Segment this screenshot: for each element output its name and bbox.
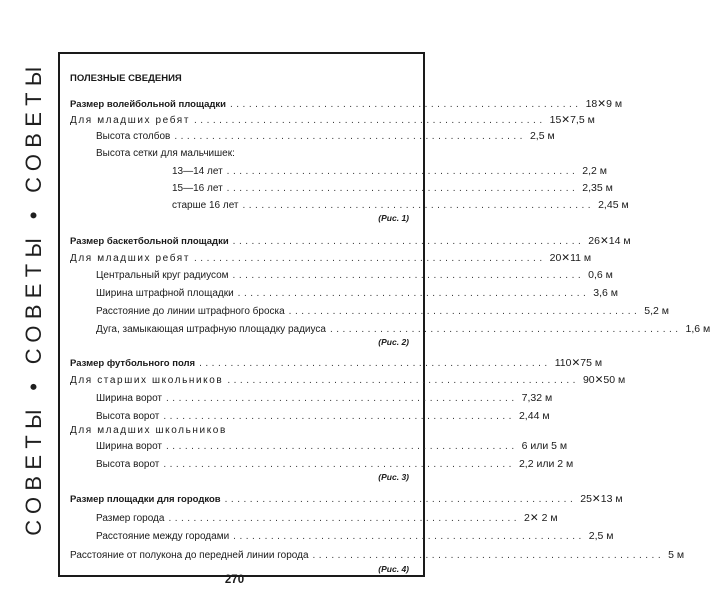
volleyball-young-row bbox=[70, 114, 595, 126]
gorodki-item-row bbox=[96, 512, 558, 524]
figure-ref-3: (Рис. 3) bbox=[378, 472, 409, 482]
football-senior-label: Для старших школьников bbox=[70, 375, 224, 386]
volleyball-title-row bbox=[70, 98, 623, 110]
leader-dots: ........................................................ bbox=[163, 459, 515, 470]
leader-dots: ........................................................ bbox=[163, 411, 515, 422]
leader-dots: ........................................................ bbox=[230, 99, 582, 110]
football-item-value: 6 или 5 м bbox=[521, 440, 568, 452]
football-item-label: Ширина ворот bbox=[96, 393, 163, 404]
age-label: 13—14 лет bbox=[172, 166, 223, 177]
gorodki-size: 25✕13 м bbox=[580, 493, 623, 505]
basketball-item-label: Расстояние до линии штрафного броска bbox=[96, 306, 285, 317]
volleyball-age-row bbox=[172, 165, 607, 177]
basketball-item-value: 1,6 м bbox=[685, 323, 710, 335]
football-item-label: Высота ворот bbox=[96, 459, 160, 470]
age-value: 2,35 м bbox=[582, 182, 613, 194]
leader-dots: ........................................................ bbox=[194, 115, 546, 126]
basketball-item-label: Дуга, замыкающая штрафную площадку радиуса bbox=[96, 324, 326, 335]
leader-dots: ........................................................ bbox=[288, 306, 641, 317]
volleyball-post-value: 2,5 м bbox=[529, 130, 555, 142]
leader-dots: ........................................................ bbox=[166, 393, 518, 404]
gorodki-item-row bbox=[96, 530, 614, 542]
age-label: старше 16 лет bbox=[172, 200, 239, 211]
football-item-value: 7,32 м bbox=[521, 392, 553, 404]
leader-dots: ........................................................ bbox=[237, 288, 590, 299]
football-item-value: 2,2 или 2 м bbox=[518, 458, 574, 470]
gorodki-item-value: 2✕ 2 м bbox=[524, 512, 558, 524]
gorodki-item-label: Размер города bbox=[96, 513, 165, 524]
basketball-size: 26✕14 м bbox=[588, 235, 631, 247]
football-item-label: Высота ворот bbox=[96, 411, 160, 422]
age-value: 2,2 м bbox=[582, 165, 607, 177]
leader-dots: ........................................................ bbox=[166, 441, 518, 452]
leader-dots: ........................................................ bbox=[224, 494, 577, 505]
leader-dots: ........................................................ bbox=[226, 183, 579, 194]
volleyball-net-heading: Высота сетки для мальчишек: bbox=[96, 148, 235, 159]
figure-ref-1: (Рис. 1) bbox=[378, 213, 409, 223]
football-junior-item-row bbox=[96, 440, 568, 452]
football-senior-item-row bbox=[96, 392, 553, 404]
gorodki-last-label: Расстояние от полукона до передней линии города bbox=[70, 550, 309, 561]
leader-dots: ........................................................ bbox=[174, 131, 526, 142]
volleyball-size: 18✕9 м bbox=[585, 98, 623, 110]
football-item-label: Ширина ворот bbox=[96, 441, 163, 452]
football-title-row bbox=[70, 357, 603, 369]
volleyball-young-size: 15✕7,5 м bbox=[549, 114, 595, 126]
gorodki-last-row bbox=[70, 549, 685, 561]
leader-dots: ........................................................ bbox=[233, 531, 585, 542]
volleyball-post-label: Высота столбов bbox=[96, 131, 171, 142]
football-junior-item-row bbox=[96, 458, 574, 470]
basketball-item-label: Ширина штрафной площадки bbox=[96, 288, 234, 299]
gorodki-last-value: 5 м bbox=[668, 549, 685, 561]
age-value: 2,45 м bbox=[598, 199, 629, 211]
leader-dots: ........................................................ bbox=[329, 324, 682, 335]
gorodki-title: Размер площадки для городков bbox=[70, 494, 221, 505]
football-senior-size: 90✕50 м bbox=[582, 374, 626, 386]
volleyball-post-row bbox=[96, 130, 555, 142]
football-senior-item-row bbox=[96, 410, 550, 422]
football-item-value: 2,44 м bbox=[518, 410, 550, 422]
basketball-title: Размер баскетбольной площадки bbox=[70, 236, 229, 247]
gorodki-item-label: Расстояние между городами bbox=[96, 531, 230, 542]
football-title: Размер футбольного поля bbox=[70, 358, 196, 369]
leader-dots: ........................................................ bbox=[232, 270, 585, 281]
basketball-item-row bbox=[96, 287, 618, 299]
page-heading: ПОЛЕЗНЫЕ СВЕДЕНИЯ bbox=[70, 73, 182, 84]
football-senior-row bbox=[70, 374, 626, 386]
basketball-item-row bbox=[96, 305, 669, 317]
side-banner-text: СОВЕТЫ • СОВЕТЫ • СОВЕТЫ bbox=[21, 60, 46, 536]
basketball-item-value: 0,6 м bbox=[588, 269, 613, 281]
figure-ref-2: (Рис. 2) bbox=[378, 337, 409, 347]
basketball-young-row bbox=[70, 252, 592, 264]
leader-dots: ........................................................ bbox=[194, 253, 546, 264]
basketball-item-row bbox=[96, 323, 710, 335]
side-banner bbox=[20, 44, 48, 552]
leader-dots: ........................................................ bbox=[312, 550, 665, 561]
figure-ref-4: (Рис. 4) bbox=[378, 564, 409, 574]
basketball-item-label: Центральный круг радиусом bbox=[96, 270, 229, 281]
gorodki-title-row bbox=[70, 493, 623, 505]
leader-dots: ........................................................ bbox=[227, 375, 579, 386]
age-label: 15—16 лет bbox=[172, 183, 223, 194]
leader-dots: ........................................................ bbox=[168, 513, 521, 524]
football-size: 110✕75 м bbox=[554, 357, 603, 369]
info-frame bbox=[58, 52, 710, 577]
basketball-item-value: 3,6 м bbox=[593, 287, 618, 299]
basketball-young-label: Для младших ребят bbox=[70, 253, 191, 264]
basketball-title-row bbox=[70, 235, 631, 247]
leader-dots: ........................................................ bbox=[242, 200, 595, 211]
volleyball-age-row bbox=[172, 199, 629, 211]
basketball-young-size: 20✕11 м bbox=[549, 252, 592, 264]
football-junior-heading: Для младших школьников bbox=[70, 425, 227, 436]
volleyball-young-label: Для младших ребят bbox=[70, 115, 191, 126]
volleyball-title: Размер волейбольной площадки bbox=[70, 99, 226, 110]
leader-dots: ........................................................ bbox=[226, 166, 579, 177]
page-number: 270 bbox=[224, 574, 245, 586]
basketball-item-value: 5,2 м bbox=[644, 305, 669, 317]
gorodki-item-value: 2,5 м bbox=[588, 530, 614, 542]
leader-dots: ........................................................ bbox=[232, 236, 585, 247]
volleyball-age-row bbox=[172, 182, 613, 194]
leader-dots: ........................................................ bbox=[199, 358, 551, 369]
basketball-item-row bbox=[96, 269, 613, 281]
